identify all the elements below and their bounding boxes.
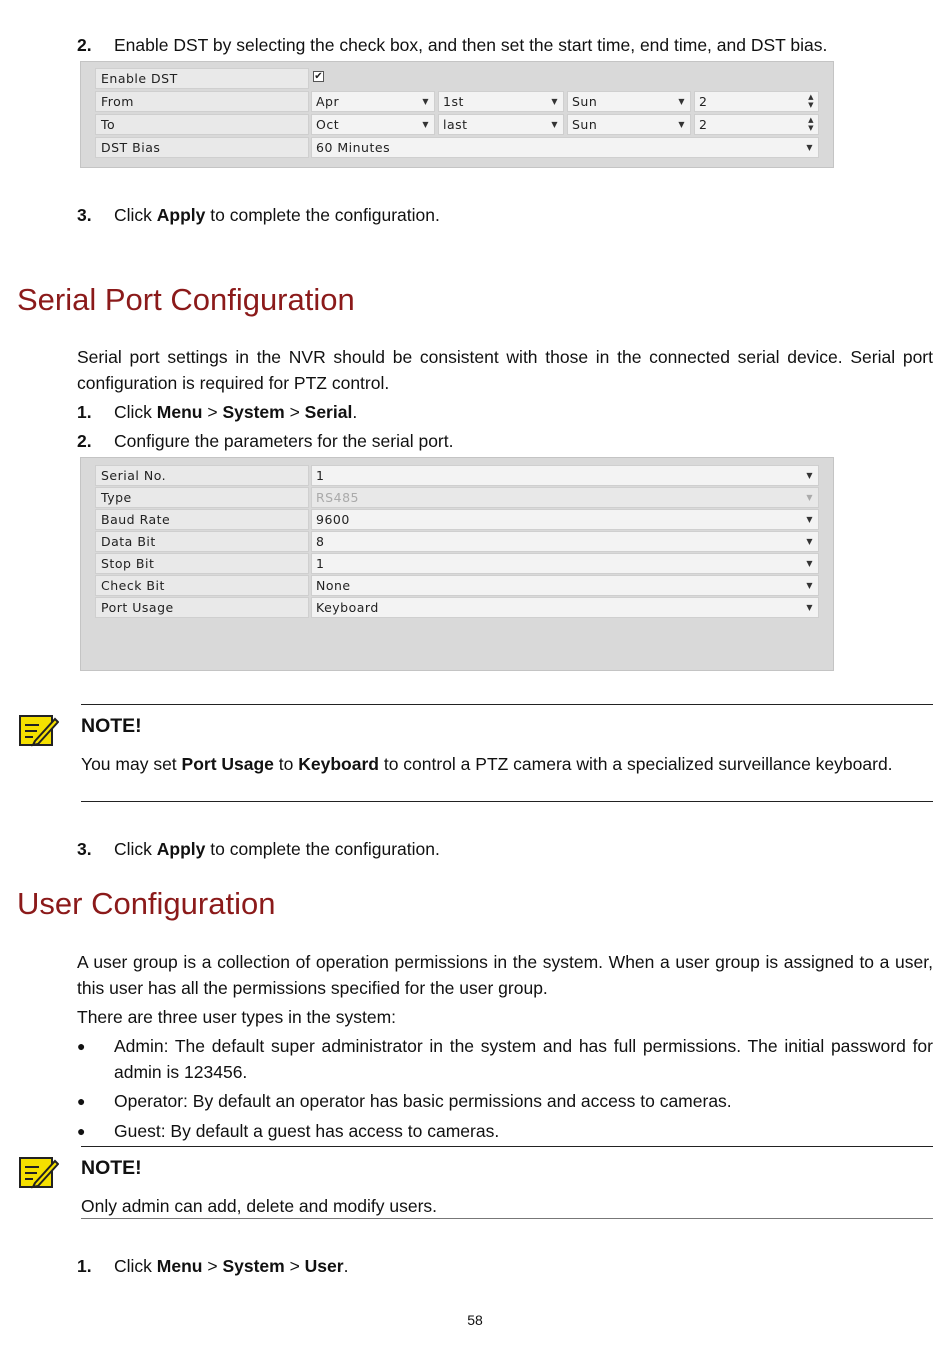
to-week-value: last [443, 117, 468, 132]
step-text: Configure the parameters for the serial port. [114, 431, 454, 451]
keyboard-keyword: Keyboard [298, 754, 379, 774]
apply-keyword: Apply [156, 205, 206, 225]
note-text: Only admin can add, delete and modify users. [81, 1196, 438, 1216]
serial-step-1 [77, 400, 357, 424]
menu-keyword: Menu [156, 402, 203, 422]
page-number: 58 [467, 1312, 483, 1328]
menu-keyword: Menu [156, 1256, 203, 1276]
chevron-down-icon: ▼ [422, 97, 429, 106]
from-day-value: Sun [572, 94, 598, 109]
note-title: NOTE! [81, 1157, 142, 1179]
serial-no-label: Serial No. [95, 465, 309, 486]
data-bit-label: Data Bit [95, 531, 309, 552]
user-config-heading: User Configuration [17, 886, 276, 921]
check-bit-value: None [316, 578, 351, 593]
serial-no-select[interactable] [311, 465, 819, 486]
baud-rate-label: Baud Rate [95, 509, 309, 530]
dst-bias-value: 60 Minutes [316, 140, 391, 155]
chevron-down-icon: ▼ [678, 97, 685, 106]
step-enable-dst [77, 33, 827, 57]
chevron-down-icon: ▼ [806, 143, 813, 152]
step-text-post: to complete the configuration. [205, 839, 440, 859]
step-number: 2. [77, 431, 92, 451]
port-usage-keyword: Port Usage [181, 754, 274, 774]
separator: > [284, 1256, 305, 1276]
note-text-part: to [273, 754, 299, 774]
note-text-part: to control a PTZ camera with a specialized surveillance keyboard. [378, 754, 893, 774]
port-usage-value: Keyboard [316, 600, 379, 615]
dst-settings-panel [80, 61, 834, 168]
chevron-down-icon: ▼ [422, 120, 429, 129]
to-day-value: Sun [572, 117, 598, 132]
data-bit-select[interactable] [311, 531, 819, 552]
stop-bit-label: Stop Bit [95, 553, 309, 574]
step-number: 2. [77, 35, 92, 55]
bullet-item-guest [77, 1118, 933, 1144]
step-number: 3. [77, 205, 92, 225]
serial-settings-panel [80, 457, 834, 671]
separator: > [202, 1256, 223, 1276]
enable-dst-label: Enable DST [95, 68, 309, 89]
enable-dst-checkbox[interactable]: ✔ [314, 71, 323, 82]
stop-bit-select[interactable] [311, 553, 819, 574]
to-month-select[interactable] [311, 114, 435, 135]
bullet-item-admin [77, 1033, 933, 1085]
user-keyword: User [304, 1256, 344, 1276]
separator: > [202, 402, 223, 422]
type-label: Type [95, 487, 309, 508]
apply-keyword: Apply [156, 839, 206, 859]
chevron-down-icon: ▼ [806, 471, 813, 480]
step-number: 1. [77, 402, 92, 422]
dst-from-row [95, 91, 819, 112]
system-keyword: System [222, 1256, 285, 1276]
from-month-value: Apr [316, 94, 340, 109]
step-text-post: to complete the configuration. [205, 205, 440, 225]
serial-port-heading: Serial Port Configuration [17, 282, 355, 317]
note-pencil-icon [19, 1155, 59, 1189]
baud-rate-select[interactable] [311, 509, 819, 530]
chevron-down-icon: ▼ [551, 97, 558, 106]
note-title: NOTE! [81, 715, 142, 737]
note-bottom-rule [81, 1218, 933, 1219]
user-intro-paragraph: A user group is a collection of operation permissions in the system. When a user group is assigned to a user, this user has all the permissions specified for the user group. [77, 952, 933, 998]
from-month-select[interactable] [311, 91, 435, 112]
port-usage-select[interactable] [311, 597, 819, 618]
note-pencil-icon [19, 713, 59, 747]
serial-keyword: Serial [304, 402, 353, 422]
type-row [95, 487, 819, 508]
bullet-dot-icon: ● [77, 1093, 86, 1109]
chevron-down-icon: ▼ [806, 537, 813, 546]
spin-arrows-icon[interactable]: ▲ ▼ [808, 116, 814, 132]
step-text-pre: Click [114, 205, 157, 225]
note-bottom-rule [81, 801, 933, 802]
step-end: . [352, 402, 358, 422]
bullet-text: Guest: By default a guest has access to cameras. [114, 1121, 500, 1141]
step-text-pre: Click [114, 1256, 157, 1276]
step-text-pre: Click [114, 402, 157, 422]
to-week-select[interactable] [438, 114, 564, 135]
check-bit-label: Check Bit [95, 575, 309, 596]
note-top-rule [81, 704, 933, 705]
step-number: 3. [77, 839, 92, 859]
serial-intro-paragraph: Serial port settings in the NVR should be consistent with those in the connected serial device. Serial port configuration is required for PTZ control. [77, 347, 933, 393]
port-usage-label: Port Usage [95, 597, 309, 618]
baud-rate-value: 9600 [316, 512, 350, 527]
to-hour-value: 2 [699, 117, 708, 132]
serial-step-2 [77, 429, 453, 453]
chevron-down-icon: ▼ [678, 120, 685, 129]
dst-to-row [95, 114, 819, 135]
from-hour-spinner[interactable] [694, 91, 819, 112]
serial-no-value: 1 [316, 468, 325, 483]
dst-bias-label: DST Bias [95, 137, 309, 158]
bullet-dot-icon: ● [77, 1123, 86, 1139]
chevron-down-icon: ▼ [806, 603, 813, 612]
chevron-down-icon: ▼ [806, 581, 813, 590]
data-bit-value: 8 [316, 534, 325, 549]
dst-bias-select[interactable] [311, 137, 819, 158]
to-day-select[interactable] [567, 114, 691, 135]
check-bit-select[interactable] [311, 575, 819, 596]
baud-rate-row [95, 509, 819, 530]
chevron-down-icon: ▼ [806, 515, 813, 524]
serial-no-row [95, 465, 819, 486]
data-bit-row [95, 531, 819, 552]
stop-bit-value: 1 [316, 556, 325, 571]
separator: > [284, 402, 305, 422]
system-keyword: System [222, 402, 285, 422]
dst-from-label: From [95, 91, 309, 112]
bullet-text: Admin: The default super administrator in the system and has full permissions. The initial password for admin is 123456. [114, 1036, 933, 1082]
dst-bias-row [95, 137, 819, 158]
chevron-down-icon: ▼ [551, 120, 558, 129]
bullet-item-operator [77, 1088, 933, 1114]
step-number: 1. [77, 1256, 92, 1276]
type-select [311, 487, 819, 508]
check-bit-row [95, 575, 819, 596]
chevron-down-icon: ▼ [806, 493, 813, 502]
note-text-part: You may set [81, 754, 182, 774]
from-week-value: 1st [443, 94, 464, 109]
step-end: . [343, 1256, 349, 1276]
from-week-select[interactable] [438, 91, 564, 112]
stop-bit-row [95, 553, 819, 574]
chevron-down-icon: ▼ [806, 559, 813, 568]
user-step-1 [77, 1254, 348, 1278]
to-month-value: Oct [316, 117, 340, 132]
dst-to-label: To [95, 114, 309, 135]
enable-dst-row [95, 68, 819, 89]
note-text [81, 751, 933, 777]
from-day-select[interactable] [567, 91, 691, 112]
bullet-text: Operator: By default an operator has basic permissions and access to cameras. [114, 1091, 732, 1111]
step-text: Enable DST by selecting the check box, and then set the start time, end time, and DST bias. [114, 35, 828, 55]
port-usage-row [95, 597, 819, 618]
spin-arrows-icon[interactable]: ▲ ▼ [808, 93, 814, 109]
type-value: RS485 [316, 490, 359, 505]
step-text-pre: Click [114, 839, 157, 859]
to-hour-spinner[interactable] [694, 114, 819, 135]
step-apply-2 [77, 837, 440, 861]
user-types-intro: There are three user types in the system: [77, 1007, 397, 1027]
from-hour-value: 2 [699, 94, 708, 109]
bullet-dot-icon: ● [77, 1038, 86, 1054]
note-top-rule [81, 1146, 933, 1147]
step-apply-1 [77, 203, 440, 227]
